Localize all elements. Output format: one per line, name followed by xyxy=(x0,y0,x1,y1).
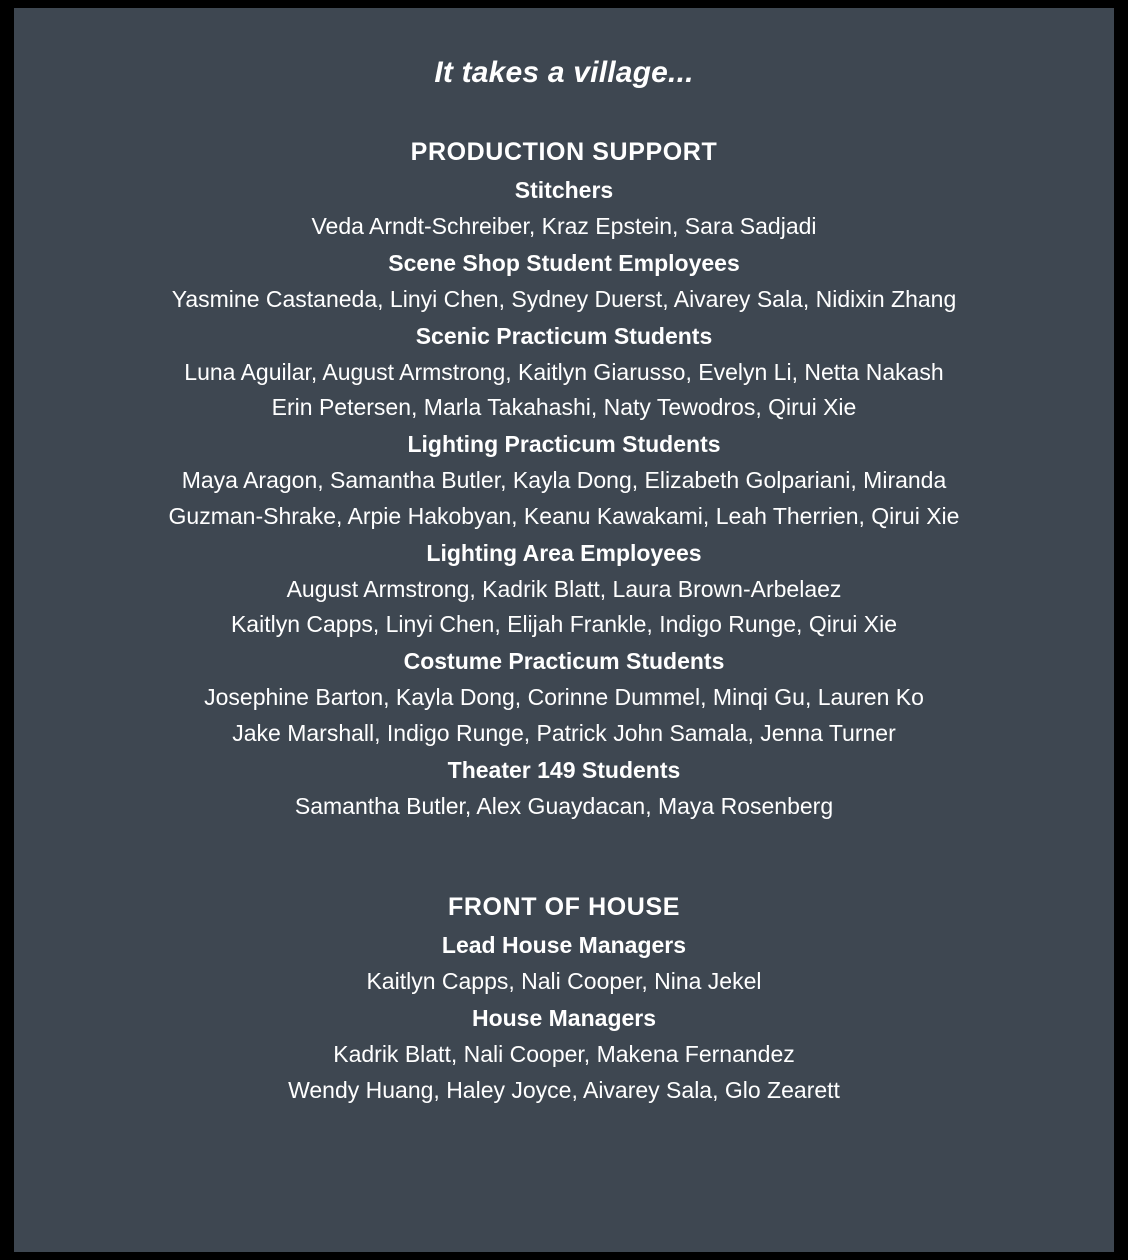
group-line: Maya Aragon, Samantha Butler, Kayla Dong, Elizabeth Golpariani, Miranda xyxy=(181,467,947,493)
credits-section xyxy=(14,893,1114,1103)
credits-group xyxy=(14,250,1114,313)
group-title: Stitchers xyxy=(514,177,614,203)
credits-group xyxy=(14,1005,1114,1104)
group-title: Theater 149 Students xyxy=(447,756,681,783)
group-line: Erin Petersen, Marla Takahashi, Naty Tewodros, Qirui Xie xyxy=(271,394,857,421)
group-line: Wendy Huang, Haley Joyce, Aivarey Sala, Glo Zearett xyxy=(288,1076,840,1103)
credits-group xyxy=(14,540,1114,639)
credits-group xyxy=(14,177,1114,240)
group-line: Kadrik Blatt, Nali Cooper, Makena Fernandez xyxy=(333,1041,795,1067)
group-line: Guzman-Shrake, Arpie Hakobyan, Keanu Kawakami, Leah Therrien, Qirui Xie xyxy=(168,502,960,529)
group-line: Samantha Butler, Alex Guaydacan, Maya Rosenberg xyxy=(294,792,834,819)
group-line: August Armstrong, Kadrik Blatt, Laura Brown-Arbelaez xyxy=(286,575,842,602)
group-title: Scenic Practicum Students xyxy=(415,322,713,349)
group-line: Luna Aguilar, August Armstrong, Kaitlyn Giarusso, Evelyn Li, Netta Nakash xyxy=(184,358,944,385)
group-title: Lead House Managers xyxy=(441,932,687,959)
group-line: Jake Marshall, Indigo Runge, Patrick John Samala, Jenna Turner xyxy=(232,719,896,746)
group-line: Yasmine Castaneda, Linyi Chen, Sydney Duerst, Aivarey Sala, Nidixin Zhang xyxy=(171,285,957,312)
credits-section xyxy=(14,138,1114,819)
section-heading: FRONT OF HOUSE xyxy=(447,893,680,922)
credits-group xyxy=(14,648,1114,747)
group-line: Kaitlyn Capps, Nali Cooper, Nina Jekel xyxy=(366,968,762,995)
group-line: Veda Arndt-Schreiber, Kraz Epstein, Sara Sadjadi xyxy=(311,213,817,239)
group-title: Scene Shop Student Employees xyxy=(388,249,740,276)
credits-group xyxy=(14,323,1114,422)
group-line: Kaitlyn Capps, Linyi Chen, Elijah Frankle, Indigo Runge, Qirui Xie xyxy=(230,611,898,638)
section-spacer xyxy=(14,819,1114,845)
section-heading: PRODUCTION SUPPORT xyxy=(410,138,718,166)
credits-group xyxy=(14,431,1114,530)
group-title: House Managers xyxy=(471,1005,657,1031)
credits-group xyxy=(14,932,1114,995)
credits-page xyxy=(14,8,1114,1252)
credits-group xyxy=(14,757,1114,820)
group-line: Josephine Barton, Kayla Dong, Corinne Dummel, Minqi Gu, Lauren Ko xyxy=(204,684,924,710)
page-title: It takes a village... xyxy=(434,56,694,89)
group-title: Lighting Area Employees xyxy=(426,539,702,566)
group-title: Lighting Practicum Students xyxy=(407,431,721,457)
group-title: Costume Practicum Students xyxy=(403,648,725,674)
credits-body xyxy=(14,56,1114,1104)
